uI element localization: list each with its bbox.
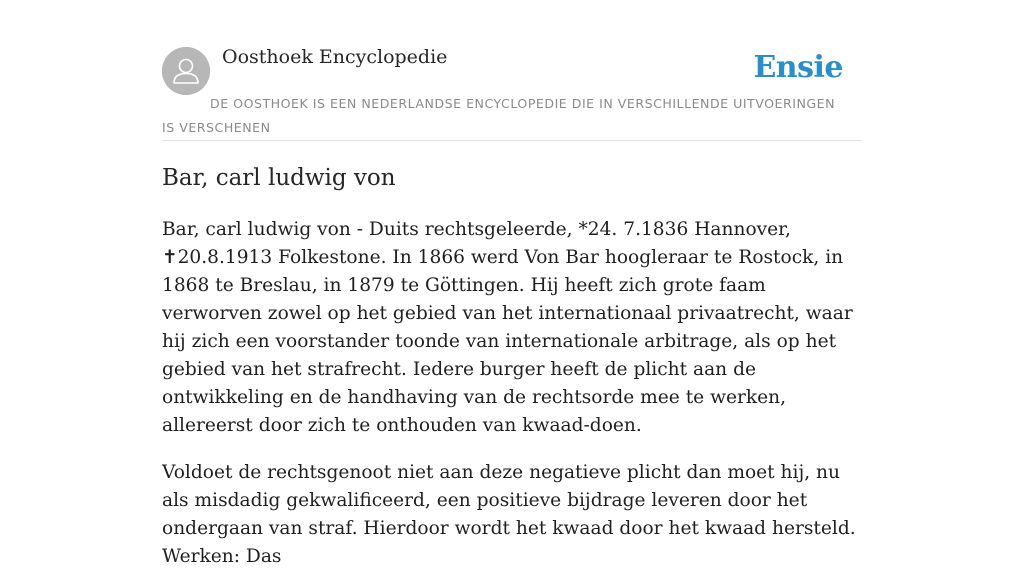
user-placeholder-icon[interactable] — [162, 47, 210, 95]
site-title[interactable]: Oosthoek Encyclopedie — [222, 46, 448, 68]
article-paragraph-1: Bar, carl ludwig von - Duits rechtsgeleerde, *24. 7.1836 Hannover, ✝20.8.1913 Folkestone. In 1866 werd Von Bar hoogleraar te Rostock, in 1868 te Breslau, in 1879 te Göttingen. Hij heeft zich grote faam verworven zowel op het gebied van het internationaal privaatrecht, waar hij zich een voorstander toonde van internationale arbitrage, als op het gebied van het strafrecht. Iedere burger heeft de plicht aan de ontwikkeling en de handhaving van de rechtsorde mee te werken, allereerst door zich te onthouden van kwaad-doen. — [162, 219, 853, 436]
ensie-logo[interactable]: Ensie — [753, 50, 843, 85]
article — [162, 162, 862, 571]
page-header — [162, 0, 862, 141]
article-title: Bar, carl ludwig von — [162, 165, 396, 191]
article-paragraph-2: Voldoet de rechtsgenoot niet aan deze negatieve plicht dan moet hij, nu als misdadig gekwalificeerd, een positieve bijdrage leveren door het ondergaan van straf. Hierdoor wordt het kwaad door het kwaad hersteld. Werken: Das — [162, 462, 856, 567]
site-subtitle: DE OOSTHOEK IS EEN NEDERLANDSE ENCYCLOPEDIE DIE IN VERSCHILLENDE UITVOERINGEN IS VERSCHENEN — [162, 96, 836, 135]
